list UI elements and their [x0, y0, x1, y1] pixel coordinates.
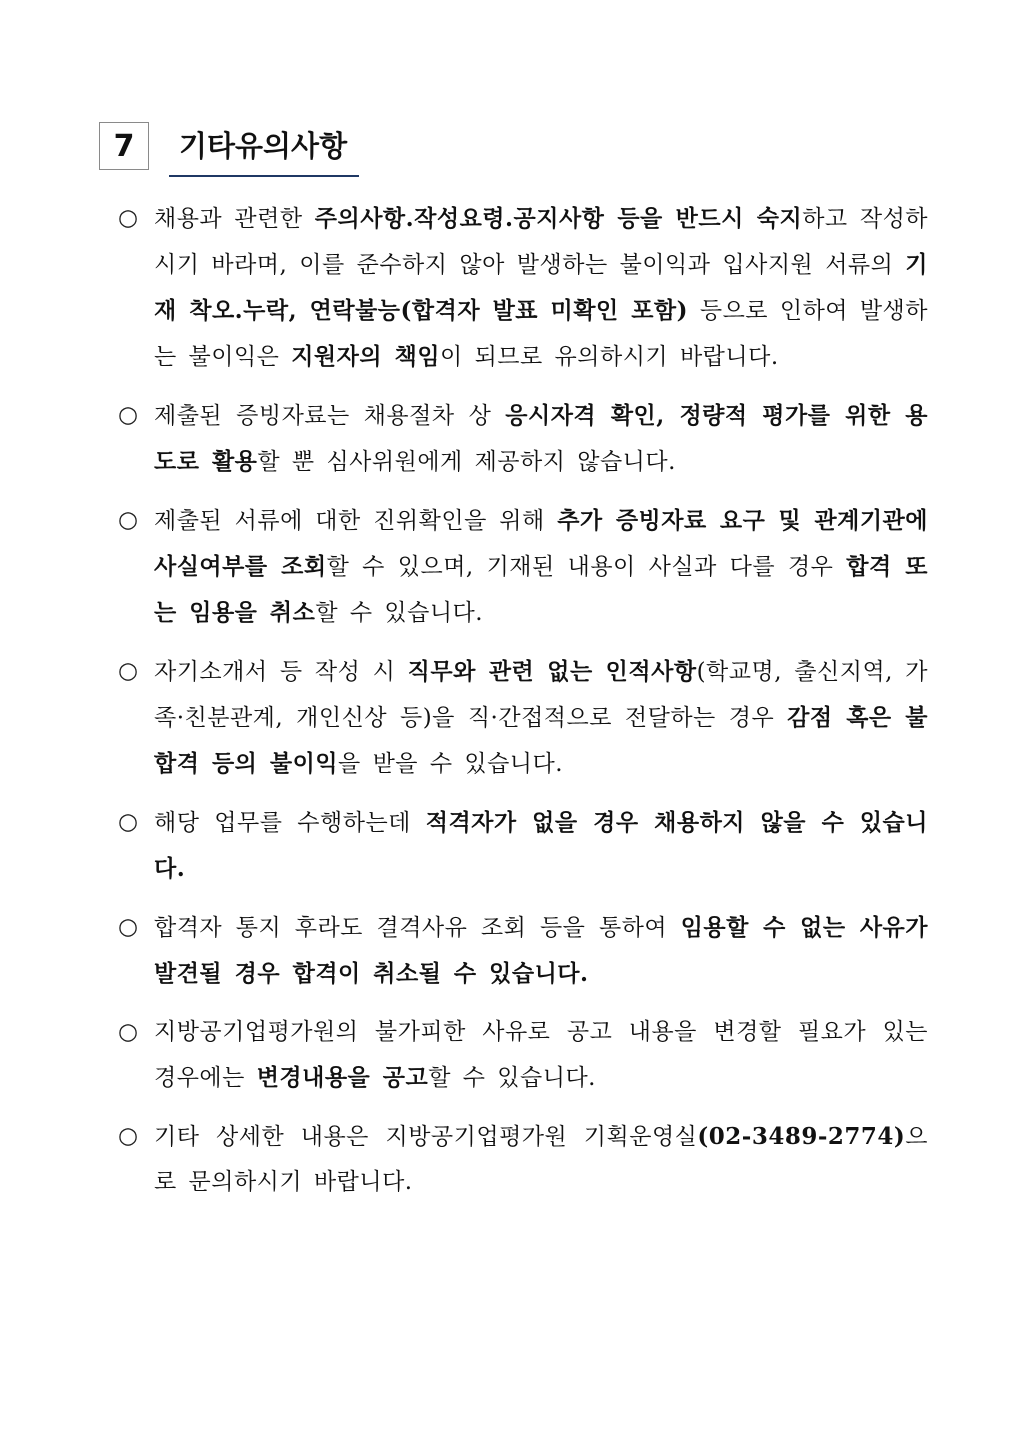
notice-item — [118, 800, 928, 892]
emphasis-text: 직무와 관련 없는 인적사항 — [407, 658, 697, 685]
body-text: 이 되므로 유의하시기 바랍니다. — [440, 344, 779, 370]
emphasis-text: 추가 증빙자료 요구 및 관계기관에 사실여부를 조회 — [154, 507, 928, 580]
section-header — [99, 122, 359, 170]
emphasis-text: (02-3489-2774) — [697, 1123, 906, 1150]
notice-item — [118, 1114, 928, 1205]
section-title-wrap — [169, 124, 359, 169]
bullet-circle-icon: ○ — [118, 507, 139, 533]
body-text: 제출된 증빙자료는 채용절차 상 — [154, 403, 506, 429]
notice-item — [118, 1010, 928, 1101]
body-text: 할 수 있습니다. — [315, 600, 484, 626]
notice-text — [154, 1114, 928, 1205]
body-text: 자기소개서 등 작성 시 — [154, 659, 408, 685]
body-text: 으로 문의하시기 바랍니다. — [154, 1124, 928, 1195]
notice-text — [154, 196, 928, 380]
body-text: 할 뿐 심사위원에게 제공하지 않습니다. — [257, 449, 676, 475]
notice-text — [154, 905, 928, 997]
body-text: 합격자 통지 후라도 결격사유 조회 등을 통하여 — [154, 915, 681, 941]
emphasis-text: 감점 혹은 불합격 등의 불이익 — [154, 704, 928, 777]
body-text: 기타 상세한 내용은 지방공기업평가원 기획운영실 — [154, 1124, 698, 1150]
notice-text — [154, 649, 928, 787]
body-text: 할 수 있습니다. — [428, 1065, 596, 1091]
body-text: 을 받을 수 있습니다. — [338, 751, 564, 777]
bullet-circle-icon: ○ — [118, 205, 139, 231]
bullet-circle-icon: ○ — [118, 809, 139, 835]
emphasis-text: 변경내용을 공고 — [256, 1064, 429, 1091]
body-text: (학교명, 출신지역, 가족·친분관계, 개인신상 등)을 직·간접적으로 전달하는 경우 — [154, 659, 928, 731]
bullet-circle-icon: ○ — [118, 1019, 139, 1045]
emphasis-text: 응시자격 확인, 정량적 평가를 위한 용도로 활용 — [154, 402, 928, 475]
bullet-circle-icon: ○ — [118, 914, 139, 940]
notice-text — [154, 393, 928, 485]
notice-item — [118, 393, 928, 485]
notice-item — [118, 905, 928, 997]
notice-text — [154, 498, 928, 636]
body-text: 지방공기업평가원의 불가피한 사유로 공고 내용을 변경할 필요가 있는 경우에는 — [154, 1019, 928, 1091]
body-text: 하고 작성하시기 바라며, 이를 준수하지 않아 발생하는 불이익과 입사지원 서류의 — [154, 206, 929, 278]
emphasis-text: 합격 또는 임용을 취소 — [154, 553, 928, 626]
body-text: 해당 업무를 수행하는데 — [154, 810, 426, 836]
emphasis-text: 기재 착오.누락, 연락불능(합격자 발표 미확인 포함) — [154, 251, 928, 324]
body-text: 등으로 인하여 발생하는 불이익은 — [154, 298, 928, 370]
title-underline — [169, 175, 359, 177]
notice-item — [118, 196, 928, 380]
bullet-circle-icon: ○ — [118, 658, 139, 684]
notice-text — [154, 1010, 928, 1101]
notice-list — [118, 196, 928, 1218]
body-text: 할 수 있으며, 기재된 내용이 사실과 다를 경우 — [326, 554, 847, 580]
bullet-circle-icon: ○ — [118, 1123, 139, 1149]
section-number: 7 — [99, 122, 149, 170]
section-title: 기타유의사항 — [179, 128, 348, 163]
emphasis-text: 임용할 수 없는 사유가 발견될 경우 합격이 취소될 수 있습니다. — [154, 914, 928, 987]
body-text: 제출된 서류에 대한 진위확인을 위해 — [154, 508, 558, 534]
emphasis-text: 지원자의 책임 — [291, 343, 441, 370]
notice-item — [118, 649, 928, 787]
body-text: 채용과 관련한 — [154, 206, 315, 232]
bullet-circle-icon: ○ — [118, 402, 139, 428]
notice-item — [118, 498, 928, 636]
emphasis-text: 적격자가 없을 경우 채용하지 않을 수 있습니다. — [154, 809, 928, 882]
emphasis-text: 주의사항.작성요령.공지사항 등을 반드시 숙지 — [314, 205, 803, 232]
notice-text — [154, 800, 928, 892]
